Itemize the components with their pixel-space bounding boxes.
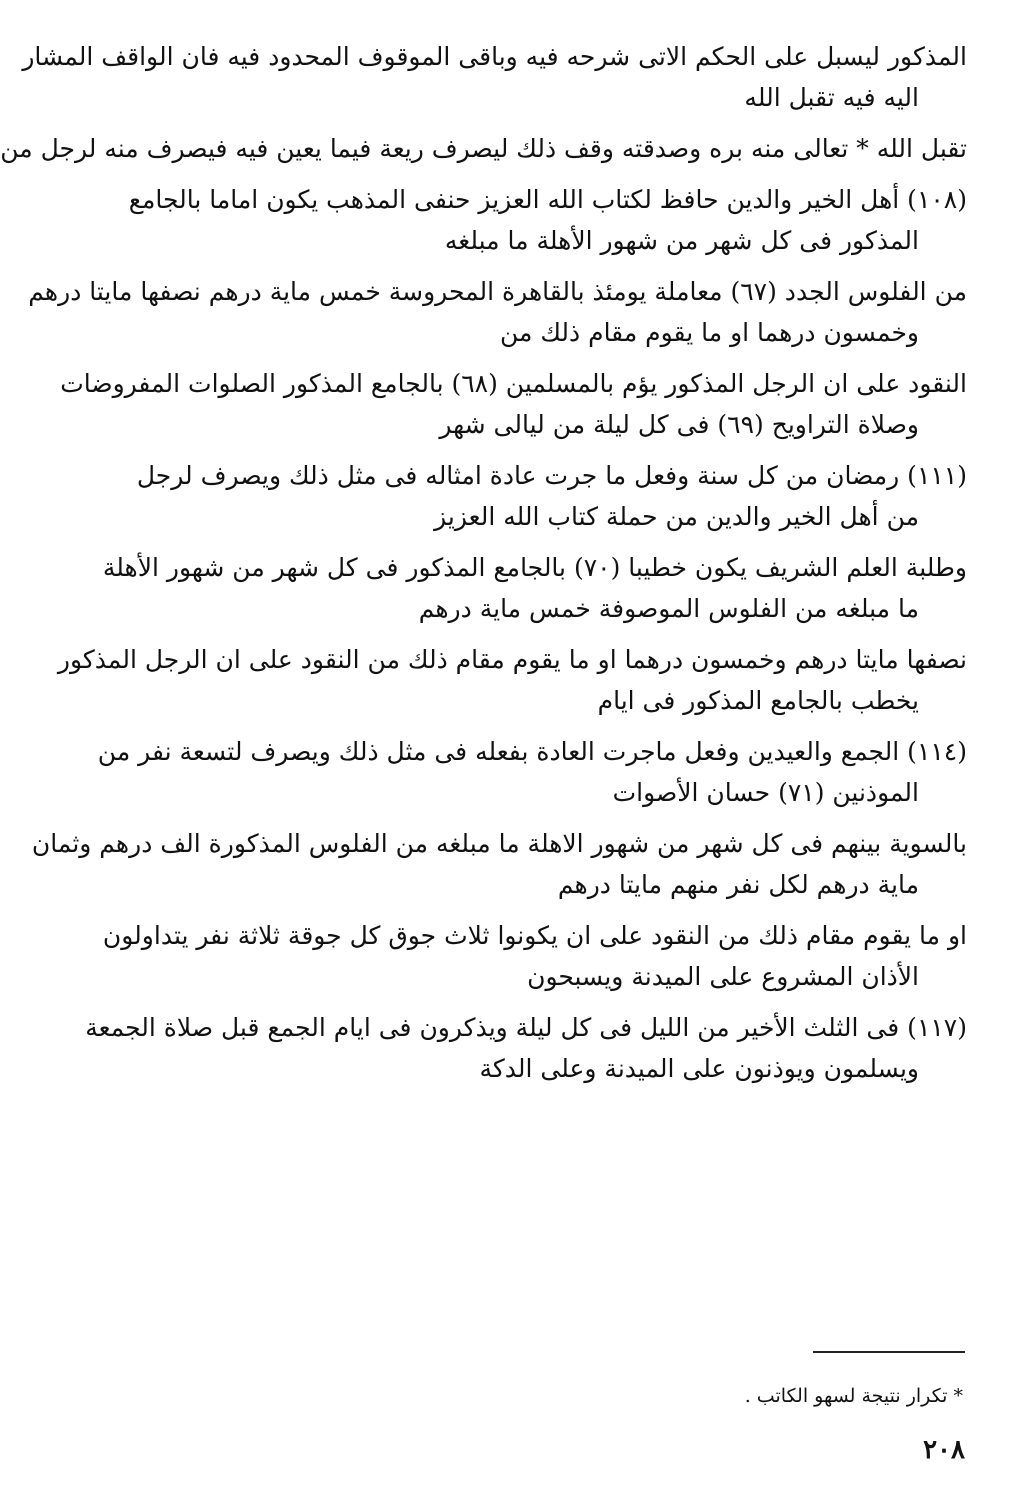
footnote: * تكرار نتيجة لسهو الكاتب .: [744, 1385, 963, 1407]
text-line: وخمسون درهما او ما يقوم مقام ذلك من: [499, 318, 919, 347]
text-line: يخطب بالجامع المذكور فى ايام: [597, 686, 919, 715]
paragraph: [128, 179, 967, 261]
paragraph: [136, 455, 967, 537]
text-line: (١١٤) الجمع والعيدين وفعل ماجرت العادة بفعله فى مثل ذلك ويصرف لتسعة نفر من: [97, 737, 967, 766]
main-text: [0, 36, 967, 1099]
paragraph: [102, 547, 967, 629]
text-line: من أهل الخير والدين من حملة كتاب الله العزيز: [434, 502, 919, 531]
page-number: ٢٠٨: [923, 1435, 965, 1465]
text-line: ماية درهم لكل نفر منهم مايتا درهم: [557, 870, 919, 899]
paragraph: [22, 36, 967, 118]
text-line: الموذنين (٧١) حسان الأصوات: [612, 778, 919, 807]
paragraph: [60, 363, 967, 445]
text-line: وصلاة التراويح (٦٩) فى كل ليلة من ليالى شهر: [439, 410, 919, 439]
paragraph: [57, 639, 967, 721]
text-line: الأذان المشروع على الميدنة ويسبحون: [527, 962, 919, 991]
text-line: بالسوية بينهم فى كل شهر من شهور الاهلة ما مبلغه من الفلوس المذكورة الف درهم وثمان: [31, 829, 967, 858]
paragraph: [0, 128, 967, 169]
text-line: النقود على ان الرجل المذكور يؤم بالمسلمين (٦٨) بالجامع المذكور الصلوات المفروضات: [60, 369, 967, 398]
text-line: نصفها مايتا درهم وخمسون درهما او ما يقوم مقام ذلك من النقود على ان الرجل المذكور: [57, 645, 967, 674]
text-line: وطلبة العلم الشريف يكون خطيبا (٧٠) بالجامع المذكور فى كل شهر من شهور الأهلة: [102, 553, 967, 582]
text-line: تقبل الله * تعالى منه بره وصدقته وقف ذلك ليصرف ريعة فيما يعين فيه فيصرف منه لرجل من: [0, 134, 967, 163]
paragraph: [31, 823, 967, 905]
text-line: المذكور ليسبل على الحكم الاتى شرحه فيه وباقى الموقوف المحدود فيه فان الواقف المشار: [22, 42, 967, 71]
paragraph: [102, 915, 967, 997]
paragraph: [28, 271, 967, 353]
text-line: ويسلمون ويوذنون على الميدنة وعلى الدكة: [479, 1054, 919, 1083]
text-line: (١١١) رمضان من كل سنة وفعل ما جرت عادة امثاله فى مثل ذلك ويصرف لرجل: [136, 461, 967, 490]
text-line: او ما يقوم مقام ذلك من النقود على ان يكونوا ثلاث جوق كل جوقة ثلاثة نفر يتداولون: [102, 921, 967, 950]
text-line: ما مبلغه من الفلوس الموصوفة خمس ماية درهم: [418, 594, 919, 623]
paragraph: [85, 1007, 967, 1089]
text-line: اليه فيه تقبل الله: [744, 83, 919, 112]
text-line: المذكور فى كل شهر من شهور الأهلة ما مبلغه: [444, 226, 919, 255]
text-line: (١١٧) فى الثلث الأخير من الليل فى كل ليلة ويذكرون فى ايام الجمع قبل صلاة الجمعة: [85, 1013, 967, 1042]
footnote-divider: [813, 1351, 965, 1353]
text-line: من الفلوس الجدد (٦٧) معاملة يومئذ بالقاهرة المحروسة خمس ماية درهم نصفها مايتا درهم: [28, 277, 967, 306]
paragraph: [97, 731, 967, 813]
text-line: (١٠٨) أهل الخير والدين حافظ لكتاب الله العزيز حنفى المذهب يكون اماما بالجامع: [128, 185, 967, 214]
